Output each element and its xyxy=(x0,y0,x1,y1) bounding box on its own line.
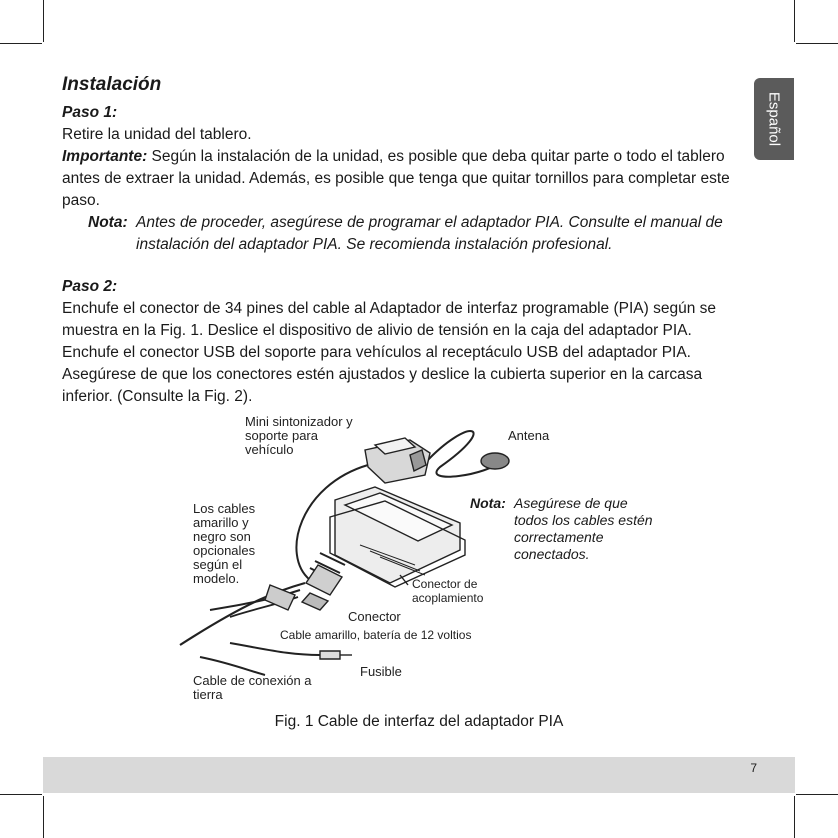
page-footer xyxy=(43,757,795,793)
page-number: 7 xyxy=(750,761,757,775)
crop-mark xyxy=(794,796,795,838)
step1-heading: Paso 1: xyxy=(62,104,118,121)
important-label: Importante: xyxy=(62,148,148,165)
step2-text: Enchufe el conector de 34 pines del cable al Adaptador de interfaz programable (PIA) según se muestra en la Fig. 1. Deslice el dispositivo de alivio de tensión en la caja del adaptador PIA. Enchufe el conector USB del soporte para vehículos al receptáculo USB del adaptador PIA. Asegúrese de que los conectores estén ajustados y deslice la cubierta superior en la carcasa inferior. (Consulte la Fig. 2). xyxy=(62,300,716,405)
crop-mark xyxy=(0,794,42,795)
note-text: Antes de proceder, asegúrese de programar el adaptador PIA. Consulte el manual de instalación del adaptador PIA. Se recomienda instalación profesional. xyxy=(136,214,723,253)
instructions xyxy=(62,72,752,408)
language-tab xyxy=(754,78,794,160)
important-text: Según la instalación de la unidad, es posible que deba quitar parte o todo el tablero antes de extraer la unidad. Además, es posible que tenga que quitar tornillos para completar este paso. xyxy=(62,148,730,209)
label-dock-connector: Conector de acoplamiento xyxy=(412,577,484,605)
step1-important xyxy=(62,146,752,212)
label-antenna: Antena xyxy=(508,428,550,443)
crop-mark xyxy=(794,0,795,42)
note-label: Nota: xyxy=(88,214,128,231)
label-cables: Los cables amarillo y negro son opcionales según el modelo. xyxy=(193,501,256,586)
crop-mark xyxy=(0,43,42,44)
crop-mark xyxy=(43,796,44,838)
figure-note xyxy=(470,495,654,563)
figure-pia-cable xyxy=(170,405,670,705)
crop-mark xyxy=(43,0,44,42)
crop-mark xyxy=(796,794,838,795)
label-ground: Cable de conexión a tierra xyxy=(193,673,312,702)
crop-mark xyxy=(796,43,838,44)
step1-note xyxy=(88,212,752,256)
step2-heading: Paso 2: xyxy=(62,278,118,295)
section-title: Instalación xyxy=(62,74,162,95)
label-tuner: Mini sintonizador y soporte para vehículo xyxy=(245,414,353,457)
step1-text: Retire la unidad del tablero. xyxy=(62,126,252,143)
figure-note-label: Nota: xyxy=(470,495,506,511)
language-tab-label: Español xyxy=(765,91,783,147)
figure-caption: Fig. 1 Cable de interfaz del adaptador PIA xyxy=(274,713,564,730)
label-fuse: Fusible xyxy=(360,664,402,679)
figure-note-text: Asegúrese de que todos los cables estén correctamente conectados. xyxy=(514,495,653,562)
label-yellow-cable: Cable amarillo, batería de 12 voltios xyxy=(280,628,472,642)
label-connector: Conector xyxy=(348,609,401,624)
